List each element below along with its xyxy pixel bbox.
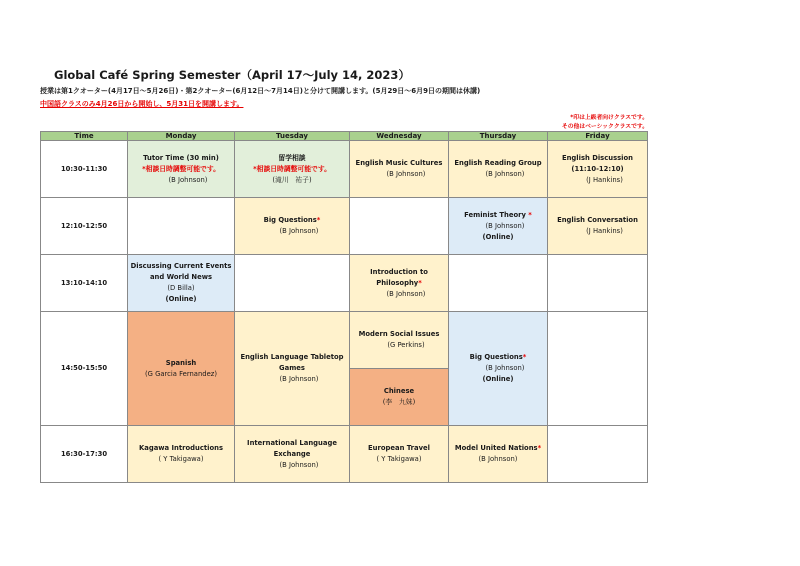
class-name: English Conversation bbox=[557, 216, 638, 224]
empty-cell bbox=[350, 198, 449, 255]
schedule-subtitle: 授業は第1クオーター(4月17日～5月26日)・第2クオーター(6月12日～7月14日)と分けて開講します。(5月29日～6月9日の期間は休講) bbox=[40, 87, 481, 95]
time-slot: 12:10-12:50 bbox=[41, 198, 128, 255]
class-cell bbox=[235, 312, 350, 426]
class-instructor: (G Garcia Fernandez) bbox=[145, 369, 217, 378]
class-name: Feminist Theory * bbox=[464, 210, 532, 219]
class-instructor: (B Johnson) bbox=[485, 170, 525, 178]
col-header-thursday: Thursday bbox=[449, 132, 548, 141]
class-name: Kagawa Introductions bbox=[138, 444, 224, 452]
class-name: Modern Social Issues bbox=[358, 330, 440, 338]
class-instructor: (B Johnson) bbox=[279, 375, 319, 383]
online-label: (Online) bbox=[165, 295, 197, 303]
class-instructor: (J Hankins) bbox=[586, 175, 623, 184]
class-cell bbox=[128, 426, 235, 483]
class-instructor: (D Billa) bbox=[167, 284, 195, 292]
col-header-tuesday: Tuesday bbox=[235, 132, 350, 141]
class-instructor: (B Johnson) bbox=[478, 455, 518, 463]
class-name: English Language Tabletop bbox=[240, 353, 344, 361]
class-instructor: (B Johnson) bbox=[168, 175, 208, 184]
class-name: Model United Nations* bbox=[454, 444, 542, 452]
table-row bbox=[41, 255, 648, 312]
time-slot: 14:50-15:50 bbox=[41, 312, 128, 426]
class-cell bbox=[449, 198, 548, 255]
header-row bbox=[41, 132, 648, 141]
class-cell bbox=[128, 255, 235, 312]
empty-cell bbox=[548, 426, 648, 483]
class-cell bbox=[548, 141, 648, 198]
class-name: European Travel bbox=[368, 444, 430, 452]
class-cell bbox=[235, 426, 350, 483]
class-cell bbox=[449, 312, 548, 426]
class-cell bbox=[449, 426, 548, 483]
class-note: *相談日時調整可能です。 bbox=[142, 164, 220, 173]
class-cell bbox=[235, 198, 350, 255]
chinese-class-notice: 中国語クラスのみ4月26日から開始し、5月31日を開講します。 bbox=[40, 100, 244, 108]
empty-cell bbox=[548, 312, 648, 426]
class-cell bbox=[548, 198, 648, 255]
class-cell bbox=[350, 141, 449, 198]
class-cell bbox=[350, 369, 449, 426]
col-header-monday: Monday bbox=[128, 132, 235, 141]
class-name-cont: and World News bbox=[149, 273, 213, 281]
class-cell bbox=[350, 255, 449, 312]
class-instructor: (B Johnson) bbox=[279, 460, 319, 469]
legend-advanced: *印は上級者向けクラスです。 bbox=[570, 115, 648, 121]
class-time-note: (11:10-12:10) bbox=[571, 164, 624, 173]
time-slot: 16:30-17:30 bbox=[41, 426, 128, 483]
class-note: *相談日時調整可能です。 bbox=[253, 164, 331, 173]
class-name: Spanish bbox=[165, 358, 197, 367]
class-cell bbox=[128, 141, 235, 198]
class-instructor: (B Johnson) bbox=[386, 170, 426, 178]
class-cell bbox=[350, 312, 449, 369]
class-name: English Discussion bbox=[561, 153, 634, 162]
class-instructor: (B Johnson) bbox=[386, 289, 426, 298]
col-header-friday: Friday bbox=[548, 132, 648, 141]
class-instructor: (G Perkins) bbox=[387, 341, 425, 349]
empty-cell bbox=[548, 255, 648, 312]
class-cell bbox=[350, 426, 449, 483]
class-instructor: (B Johnson) bbox=[485, 221, 525, 230]
col-header-wednesday: Wednesday bbox=[350, 132, 449, 141]
class-cell bbox=[449, 141, 548, 198]
empty-cell bbox=[235, 255, 350, 312]
table-row bbox=[41, 312, 648, 369]
class-name: Tutor Time (30 min) bbox=[143, 153, 219, 162]
class-name-cont: Exchange bbox=[273, 449, 311, 458]
class-name: Introduction to bbox=[370, 267, 428, 276]
class-name: Big Questions* bbox=[263, 216, 321, 224]
class-name-cont: Games bbox=[279, 364, 305, 372]
col-header-time: Time bbox=[41, 132, 128, 141]
class-name: 留学相談 bbox=[278, 153, 306, 162]
time-slot: 13:10-14:10 bbox=[41, 255, 128, 312]
online-label: (Online) bbox=[482, 232, 514, 241]
class-name: Discussing Current Events bbox=[130, 262, 232, 270]
class-name-cont: Philosophy* bbox=[376, 278, 422, 287]
class-instructor: (B Johnson) bbox=[485, 364, 525, 372]
class-cell bbox=[235, 141, 350, 198]
table-row bbox=[41, 426, 648, 483]
class-instructor: ( Y Takigawa) bbox=[376, 455, 422, 463]
class-name: International Language bbox=[247, 438, 337, 447]
class-cell bbox=[128, 312, 235, 426]
table-row bbox=[41, 141, 648, 198]
table-row bbox=[41, 198, 648, 255]
schedule-table bbox=[40, 131, 648, 483]
page-title: Global Café Spring Semester（April 17～July 14, 2023） bbox=[54, 68, 410, 82]
time-slot: 10:30-11:30 bbox=[41, 141, 128, 198]
class-name: English Music Cultures bbox=[355, 159, 443, 167]
class-instructor: (J Hankins) bbox=[586, 227, 623, 235]
online-label: (Online) bbox=[482, 375, 514, 383]
legend-basic: その他はベーシッククラスです。 bbox=[561, 124, 648, 130]
class-instructor: (李 九妹) bbox=[382, 398, 416, 406]
empty-cell bbox=[449, 255, 548, 312]
class-name: Big Questions* bbox=[469, 353, 527, 361]
class-instructor: (滝川 祐子) bbox=[272, 175, 312, 184]
class-instructor: ( Y Takigawa) bbox=[158, 455, 204, 463]
class-instructor: (B Johnson) bbox=[279, 227, 319, 235]
empty-cell bbox=[128, 198, 235, 255]
class-name: Chinese bbox=[383, 387, 415, 395]
class-name: English Reading Group bbox=[454, 159, 542, 167]
